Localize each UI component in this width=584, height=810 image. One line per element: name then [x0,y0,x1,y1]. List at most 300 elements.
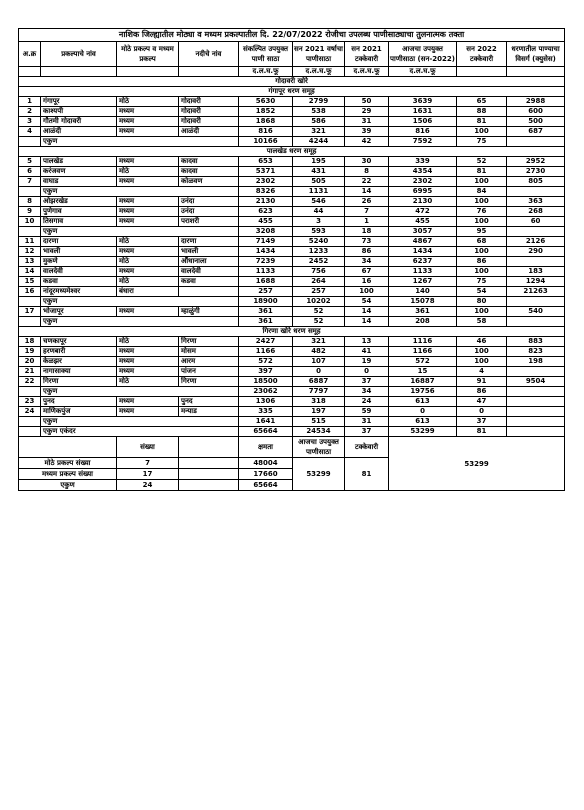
river-name [179,287,239,297]
percent-2021: 37 [345,427,389,437]
storage-2021: 5240 [293,237,345,247]
summary-today-value: 53299 [293,458,345,491]
storage-today: 6995 [389,187,457,197]
percent-2021: 59 [345,407,389,417]
summary-pct-value: 81 [345,458,389,491]
project-name: पुणेगाव [41,207,117,217]
percent-2022: 0 [457,407,507,417]
table-row [19,197,565,207]
project-name: गंगापूर [41,97,117,107]
percent-2022: 46 [457,337,507,347]
storage-today: 15078 [389,297,457,307]
percent-2021: 37 [345,377,389,387]
project-type: मोठे [117,337,179,347]
discharge [507,407,565,417]
storage-2021: 515 [293,417,345,427]
planned-storage: 1166 [239,347,293,357]
planned-storage: 1133 [239,267,293,277]
summary-big-label: मोठे प्रकल्प संख्या [19,458,117,469]
percent-2022: 52 [457,157,507,167]
percent-2022: 54 [457,287,507,297]
storage-today: 4867 [389,237,457,247]
project-type: बंधारा [117,287,179,297]
percent-2021: 14 [345,307,389,317]
serial-no: 17 [19,307,41,317]
storage-2021: 546 [293,197,345,207]
percent-2022: 68 [457,237,507,247]
storage-2021: 197 [293,407,345,417]
header-river: नदीचे नांव [179,42,239,67]
storage-today: 572 [389,357,457,367]
percent-2021: 54 [345,297,389,307]
planned-storage: 335 [239,407,293,417]
storage-today: 2130 [389,197,457,207]
discharge: 290 [507,247,565,257]
discharge [507,227,565,237]
percent-2021: 19 [345,357,389,367]
planned-storage: 2302 [239,177,293,187]
project-name: नागासाक्या [41,367,117,377]
storage-today: 1506 [389,117,457,127]
serial-no: 5 [19,157,41,167]
planned-storage: 1688 [239,277,293,287]
percent-2021: 30 [345,157,389,167]
storage-2021: 4244 [293,137,345,147]
percent-2021: 22 [345,177,389,187]
serial-no: 4 [19,127,41,137]
storage-today: 1133 [389,267,457,277]
project-type: मध्यम [117,157,179,167]
planned-storage: 7239 [239,257,293,267]
river-name: आळंदी [179,127,239,137]
subtotal-row [19,387,565,397]
subtotal-row [19,297,565,307]
grand-total-label: एकुण एकंदर [41,427,239,437]
serial-no: 22 [19,377,41,387]
planned-storage: 3208 [239,227,293,237]
unit-label: द.ल.घ.फू [239,67,293,77]
planned-storage: 816 [239,127,293,137]
percent-2021: 34 [345,387,389,397]
river-name: मोसम [179,347,239,357]
percent-2022: 100 [457,267,507,277]
total-label: एकुण [41,317,239,327]
table-row [19,277,565,287]
table-row [19,267,565,277]
percent-2021: 8 [345,167,389,177]
unit-label: द.ल.घ.फू [389,67,457,77]
project-type: मध्यम [117,107,179,117]
river-name: कोळवण [179,177,239,187]
total-label: एकुण [41,297,239,307]
project-name: करंजवण [41,167,117,177]
table-row [19,347,565,357]
unit-label: द.ल.घ.फू [345,67,389,77]
subtotal-row [19,137,565,147]
table-title: नाशिक जिल्ह्यातील मोठ्या व मध्यम प्रकल्पातील दि. 22/07/2022 रोजीचा उपलब्ध पाणीसाठ्याचा तुलनात्मक तक्ता [19,29,565,42]
planned-storage: 65664 [239,427,293,437]
planned-storage: 2427 [239,337,293,347]
storage-today: 816 [389,127,457,137]
project-type: मध्यम [117,247,179,257]
percent-2022: 100 [457,197,507,207]
storage-today: 7592 [389,137,457,147]
river-name: गोदावरी [179,97,239,107]
percent-2021: 26 [345,197,389,207]
planned-storage: 1852 [239,107,293,117]
project-name: गिरणा [41,377,117,387]
discharge [507,297,565,307]
discharge: 805 [507,177,565,187]
planned-storage: 18900 [239,297,293,307]
subtotal-row [19,317,565,327]
river-name: गोदावरी [179,107,239,117]
project-name: चणकापूर [41,337,117,347]
section-row [19,77,565,87]
total-label: एकुण [41,227,239,237]
serial-no: 1 [19,97,41,107]
discharge: 183 [507,267,565,277]
summary-right-value: 53299 [389,437,565,491]
river-name: गिरणा [179,377,239,387]
serial-no: 7 [19,177,41,187]
percent-2021: 18 [345,227,389,237]
discharge [507,317,565,327]
header-today-storage: आजचा उपयुक्त पाणीसाठा (सन-2022) [389,42,457,67]
storage-today: 0 [389,407,457,417]
percent-2022: 76 [457,207,507,217]
table-row [19,157,565,167]
discharge: 823 [507,347,565,357]
project-name: वालदेवी [41,267,117,277]
storage-today: 613 [389,397,457,407]
project-type: मोठे [117,257,179,267]
serial-no: 9 [19,207,41,217]
header-2021-pct: सन 2021 टक्केवारी [345,42,389,67]
percent-2021: 39 [345,127,389,137]
percent-2021: 1 [345,217,389,227]
project-type: मध्यम [117,407,179,417]
discharge: 21263 [507,287,565,297]
project-name: भोजापूर [41,307,117,317]
storage-2021: 24534 [293,427,345,437]
storage-2021: 431 [293,167,345,177]
project-type: मोठे [117,377,179,387]
river-name: मन्याड [179,407,239,417]
percent-2022: 81 [457,167,507,177]
river-name: कडवा [179,277,239,287]
percent-2022: 81 [457,117,507,127]
project-type: मध्यम [117,197,179,207]
storage-2021: 10202 [293,297,345,307]
storage-today: 1267 [389,277,457,287]
water-storage-table [18,28,565,491]
storage-today: 472 [389,207,457,217]
storage-today: 1116 [389,337,457,347]
report-page [18,28,565,491]
percent-2022: 95 [457,227,507,237]
section-row [19,147,565,157]
table-row [19,407,565,417]
storage-today: 2302 [389,177,457,187]
river-name: कादवा [179,167,239,177]
table-row [19,257,565,267]
percent-2021: 24 [345,397,389,407]
discharge: 2126 [507,237,565,247]
storage-2021: 321 [293,337,345,347]
storage-2021: 586 [293,117,345,127]
project-name: काश्यपी [41,107,117,117]
storage-today: 3639 [389,97,457,107]
storage-2021: 1233 [293,247,345,257]
serial-no: 18 [19,337,41,347]
project-name: आळंदी [41,127,117,137]
discharge: 268 [507,207,565,217]
section-heading: गंगापूर धरण समूह [19,87,565,97]
summary-total-count: 24 [117,480,179,491]
river-name: दारणा [179,237,239,247]
discharge: 2988 [507,97,565,107]
river-name: पुनद [179,397,239,407]
percent-2022: 100 [457,347,507,357]
planned-storage: 361 [239,317,293,327]
discharge: 540 [507,307,565,317]
storage-2021: 3 [293,217,345,227]
planned-storage: 1434 [239,247,293,257]
project-type: मध्यम [117,117,179,127]
percent-2021: 50 [345,97,389,107]
storage-2021: 756 [293,267,345,277]
storage-today: 1434 [389,247,457,257]
project-type: मोठे [117,277,179,287]
header-sr: अ.क्र [19,42,41,67]
planned-storage: 1306 [239,397,293,407]
discharge: 9504 [507,377,565,387]
percent-2021: 34 [345,257,389,267]
percent-2021: 67 [345,267,389,277]
summary-count-header: संख्या [117,437,179,458]
percent-2022: 47 [457,397,507,407]
summary-big-capacity: 48004 [239,458,293,469]
project-name: गौतमी गोदावरी [41,117,117,127]
discharge [507,257,565,267]
discharge [507,367,565,377]
total-label: एकुण [41,387,239,397]
header-discharge: धरणातील पाण्याचा विसर्ग (क्युसेस) [507,42,565,67]
percent-2022: 100 [457,177,507,187]
table-row [19,167,565,177]
table-row [19,217,565,227]
serial-no: 6 [19,167,41,177]
section-heading: पालखेड धरण समूह [19,147,565,157]
table-row [19,377,565,387]
table-row [19,237,565,247]
project-name: हरणबारी [41,347,117,357]
percent-2022: 84 [457,187,507,197]
percent-2022: 80 [457,297,507,307]
storage-2021: 0 [293,367,345,377]
serial-no: 11 [19,237,41,247]
storage-2021: 538 [293,107,345,117]
table-row [19,177,565,187]
percent-2022: 65 [457,97,507,107]
percent-2022: 88 [457,107,507,117]
summary-capacity-header: क्षमता [239,437,293,458]
percent-2022: 37 [457,417,507,427]
percent-2022: 100 [457,307,507,317]
storage-2021: 264 [293,277,345,287]
table-row [19,207,565,217]
percent-2022: 86 [457,257,507,267]
discharge: 500 [507,117,565,127]
planned-storage: 572 [239,357,293,367]
storage-today: 455 [389,217,457,227]
storage-2021: 2452 [293,257,345,267]
river-name: वालदेवी [179,267,239,277]
percent-2022: 100 [457,127,507,137]
storage-today: 613 [389,417,457,427]
summary-medium-count: 17 [117,469,179,480]
header-type: मोठे प्रकल्प व मध्यम प्रकल्प [117,42,179,67]
project-type: मध्यम [117,397,179,407]
serial-no: 8 [19,197,41,207]
project-type: मध्यम [117,177,179,187]
storage-today: 4354 [389,167,457,177]
storage-today: 361 [389,307,457,317]
section-row [19,87,565,97]
project-type: मोठे [117,167,179,177]
project-name: ओझरखेड [41,197,117,207]
planned-storage: 653 [239,157,293,167]
table-row [19,287,565,297]
section-heading: गोदावरी खोरे [19,77,565,87]
percent-2021: 42 [345,137,389,147]
discharge: 363 [507,197,565,207]
total-label: एकुण [41,417,239,427]
percent-2022: 4 [457,367,507,377]
project-name: पुनद [41,397,117,407]
serial-no: 15 [19,277,41,287]
project-name: कडवा [41,277,117,287]
storage-2021: 2799 [293,97,345,107]
planned-storage: 23062 [239,387,293,397]
project-type: मध्यम [117,207,179,217]
summary-total-label: एकुण [19,480,117,491]
project-type: मध्यम [117,217,179,227]
summary-medium-label: मध्यम प्रकल्प संख्या [19,469,117,480]
project-type: मोठे [117,237,179,247]
storage-2021: 52 [293,307,345,317]
river-name: कादवा [179,157,239,167]
table-row [19,97,565,107]
storage-2021: 44 [293,207,345,217]
discharge: 600 [507,107,565,117]
storage-2021: 7797 [293,387,345,397]
discharge: 883 [507,337,565,347]
project-name: वाघाड [41,177,117,187]
planned-storage: 10166 [239,137,293,147]
summary-big-count: 7 [117,458,179,469]
percent-2021: 0 [345,367,389,377]
percent-2022: 100 [457,217,507,227]
section-row [19,327,565,337]
project-type: मध्यम [117,307,179,317]
project-name: दारणा [41,237,117,247]
section-heading: गिरणा खोरे धरण समूह [19,327,565,337]
percent-2021: 31 [345,417,389,427]
percent-2021: 16 [345,277,389,287]
unit-label: द.ल.घ.फू [293,67,345,77]
table-row [19,127,565,137]
storage-2021: 1131 [293,187,345,197]
planned-storage: 397 [239,367,293,377]
project-type: मध्यम [117,347,179,357]
storage-2021: 195 [293,157,345,167]
serial-no: 12 [19,247,41,257]
storage-today: 53299 [389,427,457,437]
summary-medium-capacity: 17660 [239,469,293,480]
percent-2021: 13 [345,337,389,347]
percent-2022: 58 [457,317,507,327]
serial-no: 20 [19,357,41,367]
serial-no: 2 [19,107,41,117]
project-name: माणिकपुंज [41,407,117,417]
project-type: मध्यम [117,267,179,277]
percent-2021: 14 [345,187,389,197]
header-name: प्रकल्पाचे नांव [41,42,117,67]
serial-no: 10 [19,217,41,227]
serial-no: 3 [19,117,41,127]
header-2022-pct: सन 2022 टक्केवारी [457,42,507,67]
storage-today: 208 [389,317,457,327]
project-type: मोठे [117,97,179,107]
river-name: पराशरी [179,217,239,227]
project-name: मुकणे [41,257,117,267]
percent-2022: 86 [457,387,507,397]
percent-2021: 7 [345,207,389,217]
table-row [19,337,565,347]
planned-storage: 361 [239,307,293,317]
project-name: तिसगाव [41,217,117,227]
total-label: एकुण [41,137,239,147]
table-row [19,367,565,377]
percent-2022: 100 [457,247,507,257]
subtotal-row [19,187,565,197]
percent-2022: 91 [457,377,507,387]
project-type: मध्यम [117,357,179,367]
header-2021-storage: सन 2021 वर्षाचा पाणीसाठा [293,42,345,67]
project-type: मध्यम [117,367,179,377]
planned-storage: 2130 [239,197,293,207]
discharge [507,387,565,397]
serial-no: 14 [19,267,41,277]
table-row [19,247,565,257]
river-name: उनंदा [179,207,239,217]
discharge [507,137,565,147]
planned-storage: 7149 [239,237,293,247]
planned-storage: 8326 [239,187,293,197]
river-name: गिरणा [179,337,239,347]
storage-2021: 6887 [293,377,345,387]
serial-no: 16 [19,287,41,297]
project-type: मध्यम [117,127,179,137]
planned-storage: 623 [239,207,293,217]
table-row [19,397,565,407]
discharge: 60 [507,217,565,227]
percent-2022: 75 [457,277,507,287]
percent-2021: 86 [345,247,389,257]
storage-2021: 257 [293,287,345,297]
